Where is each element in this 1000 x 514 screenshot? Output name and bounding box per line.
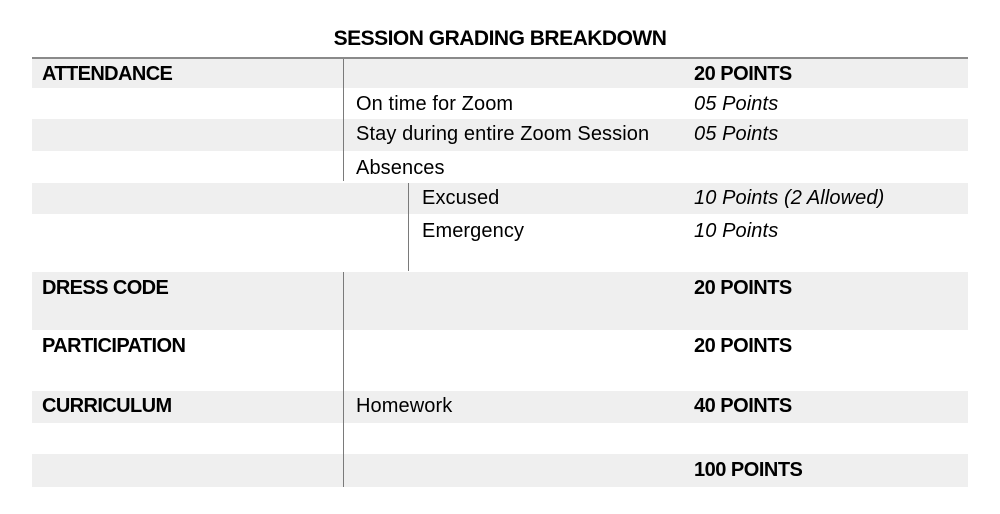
row-band-curriculum (32, 391, 968, 423)
value-emergency: 10 Points (694, 220, 779, 242)
item-stay-session: Stay during entire Zoom Session (356, 123, 650, 145)
column-divider-absences (408, 183, 409, 271)
value-stay-session: 05 Points (694, 123, 779, 145)
item-emergency: Emergency (422, 220, 525, 242)
item-homework: Homework (356, 395, 453, 417)
category-dress-code: DRESS CODE (42, 277, 169, 299)
column-divider-main (343, 272, 344, 487)
points-participation: 20 POINTS (694, 335, 792, 357)
column-divider-attendance (343, 59, 344, 181)
points-dress-code: 20 POINTS (694, 277, 792, 299)
category-curriculum: CURRICULUM (42, 395, 172, 417)
points-curriculum: 40 POINTS (694, 395, 792, 417)
points-attendance: 20 POINTS (694, 63, 792, 85)
item-on-time: On time for Zoom (356, 93, 514, 115)
category-attendance: ATTENDANCE (42, 63, 173, 85)
item-excused: Excused (422, 187, 500, 209)
row-band-dress-code (32, 272, 968, 330)
item-absences: Absences (356, 157, 445, 179)
points-total: 100 POINTS (694, 459, 803, 481)
value-on-time: 05 Points (694, 93, 779, 115)
value-excused: 10 Points (2 Allowed) (694, 187, 885, 209)
row-band-total (32, 454, 968, 487)
row-band-attendance (32, 59, 968, 88)
table-title: SESSION GRADING BREAKDOWN (333, 27, 667, 50)
category-participation: PARTICIPATION (42, 335, 186, 357)
